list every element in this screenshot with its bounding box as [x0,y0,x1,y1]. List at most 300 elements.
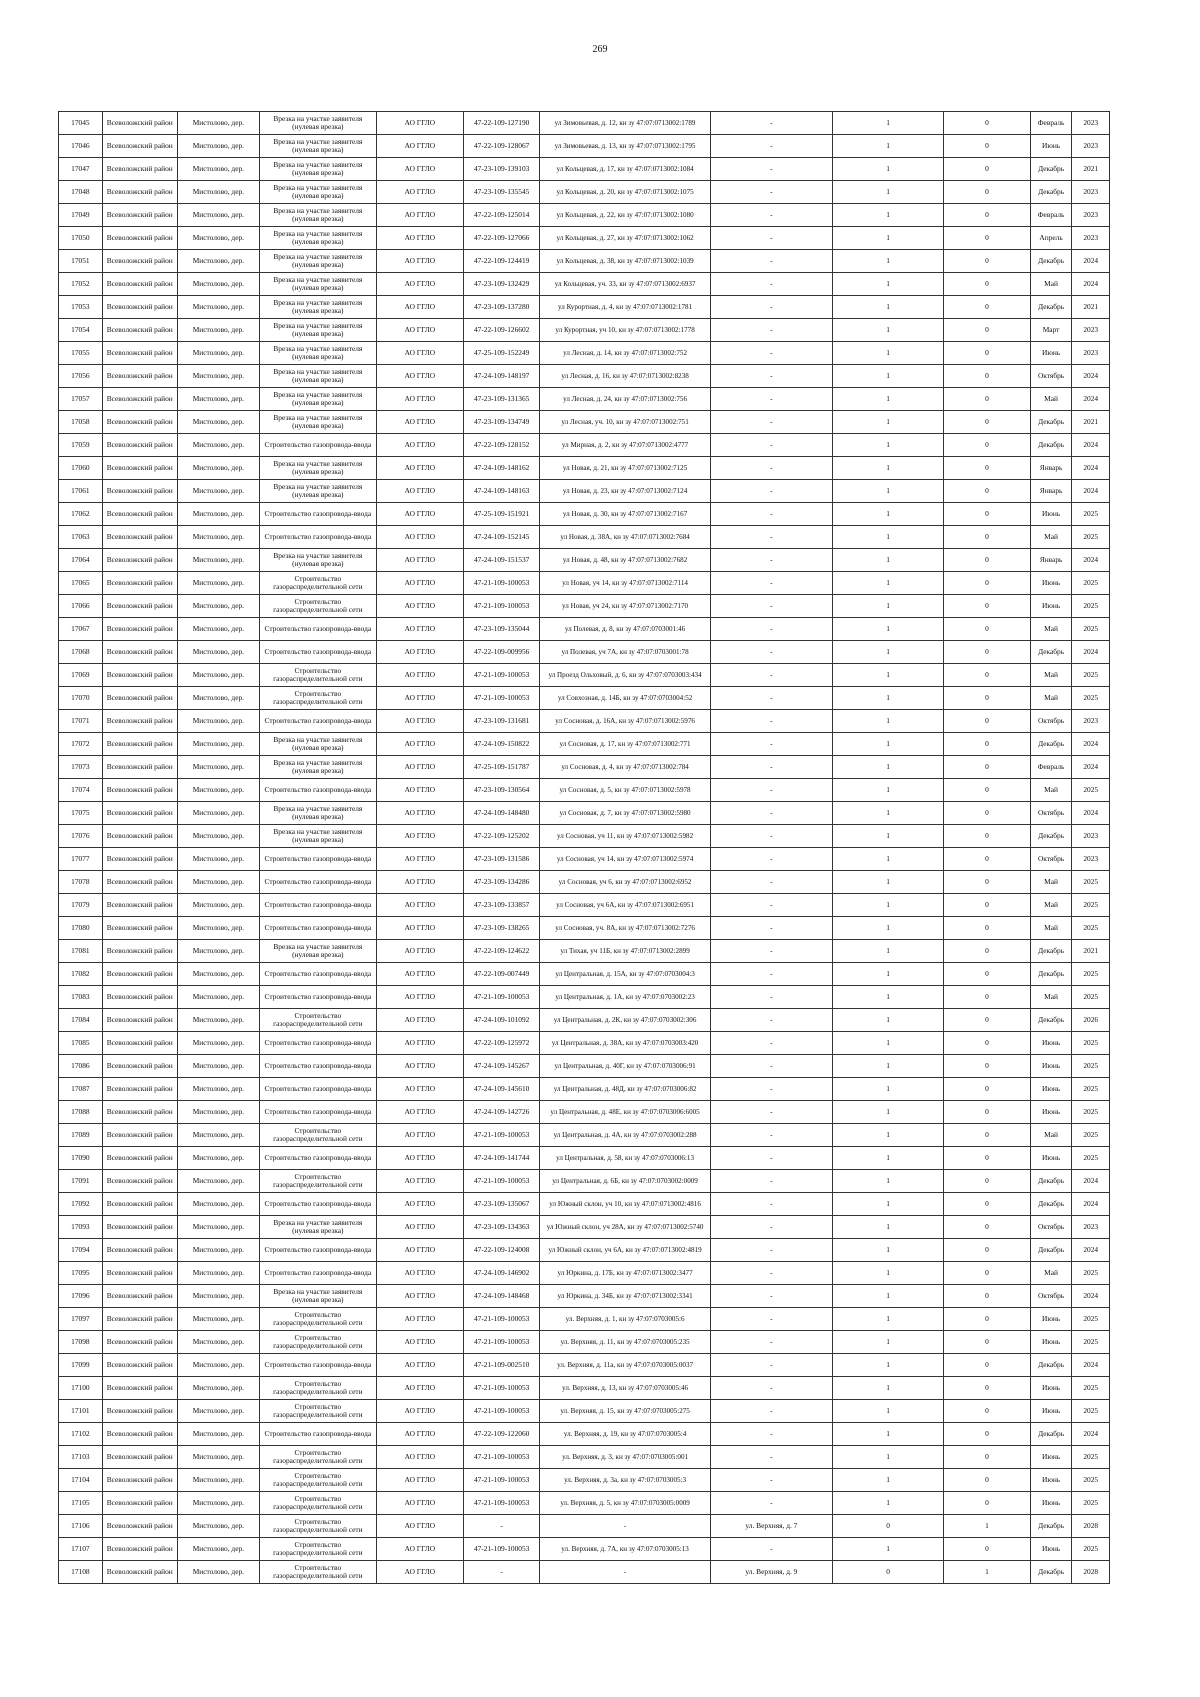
planned-address-cell: - [710,158,832,181]
address-cadastral-cell: ул Новая, уч 24, кн зу 47:07:0713002:7170 [540,595,711,618]
settlement-cell: Мистолово, дер. [177,434,259,457]
planned-address-cell: - [710,1331,832,1354]
address-cadastral-cell: ул Сосновая, д. 17, кн зу 47:07:0713002:771 [540,733,711,756]
table-row [59,963,1110,986]
month-cell: Декабрь [1030,411,1072,434]
work-type-cell: Строительство газопровода-ввода [260,894,377,917]
settlement-cell: Мистолово, дер. [177,503,259,526]
settlement-cell: Мистолово, дер. [177,526,259,549]
count-planned-cell: 0 [944,1170,1030,1193]
district-cell: Всеволожский район [102,687,177,710]
count-planned-cell: 0 [944,1078,1030,1101]
month-cell: Май [1030,664,1072,687]
work-type-cell: Врезка на участке заявителя (нулевая врезка) [260,227,377,250]
count-planned-cell: 0 [944,1400,1030,1423]
operator-cell: АО ГГЛО [376,1331,463,1354]
count-planned-cell: 0 [944,135,1030,158]
application-number-cell: 47-21-109-100053 [464,1469,540,1492]
year-cell: 2024 [1072,480,1110,503]
work-type-cell: Врезка на участке заявителя (нулевая врезка) [260,181,377,204]
planned-address-cell: - [710,1124,832,1147]
month-cell: Июнь [1030,1446,1072,1469]
planned-address-cell: - [710,434,832,457]
year-cell: 2025 [1072,1101,1110,1124]
table-row [59,756,1110,779]
settlement-cell: Мистолово, дер. [177,1124,259,1147]
operator-cell: АО ГГЛО [376,296,463,319]
district-cell: Всеволожский район [102,1170,177,1193]
count-connected-cell: 1 [832,1032,943,1055]
table-row [59,503,1110,526]
work-type-cell: Врезка на участке заявителя (нулевая врезка) [260,250,377,273]
address-cadastral-cell: - [540,1515,711,1538]
table-row [59,1009,1110,1032]
count-planned-cell: 0 [944,250,1030,273]
table-row [59,549,1110,572]
record-id-cell: 17102 [59,1423,103,1446]
count-planned-cell: 0 [944,1538,1030,1561]
table-row [59,779,1110,802]
record-id-cell: 17085 [59,1032,103,1055]
table-row [59,135,1110,158]
count-connected-cell: 1 [832,1492,943,1515]
district-cell: Всеволожский район [102,871,177,894]
table-row [59,848,1110,871]
table-row [59,710,1110,733]
operator-cell: АО ГГЛО [376,664,463,687]
district-cell: Всеволожский район [102,1239,177,1262]
address-cadastral-cell: ул Центральная, д. 48Д, кн зу 47:07:0703006:82 [540,1078,711,1101]
month-cell: Декабрь [1030,1515,1072,1538]
work-type-cell: Строительство газопровода-ввода [260,526,377,549]
settlement-cell: Мистолово, дер. [177,641,259,664]
record-id-cell: 17107 [59,1538,103,1561]
district-cell: Всеволожский район [102,1101,177,1124]
count-planned-cell: 0 [944,388,1030,411]
count-connected-cell: 1 [832,503,943,526]
month-cell: Март [1030,319,1072,342]
work-type-cell: Строительство газопровода-ввода [260,779,377,802]
district-cell: Всеволожский район [102,250,177,273]
work-type-cell: Врезка на участке заявителя (нулевая врезка) [260,940,377,963]
settlement-cell: Мистолово, дер. [177,457,259,480]
table-row [59,595,1110,618]
year-cell: 2025 [1072,1400,1110,1423]
record-id-cell: 17046 [59,135,103,158]
application-number-cell: 47-22-109-122060 [464,1423,540,1446]
table-row [59,986,1110,1009]
year-cell: 2024 [1072,1423,1110,1446]
application-number-cell: 47-21-109-100053 [464,1538,540,1561]
application-number-cell: 47-22-109-125014 [464,204,540,227]
application-number-cell: - [464,1561,540,1584]
operator-cell: АО ГГЛО [376,365,463,388]
settlement-cell: Мистолово, дер. [177,250,259,273]
planned-address-cell: - [710,296,832,319]
count-planned-cell: 0 [944,779,1030,802]
year-cell: 2025 [1072,1377,1110,1400]
address-cadastral-cell: ул Кольцевая, д. 17, кн зу 47:07:0713002:1084 [540,158,711,181]
operator-cell: АО ГГЛО [376,687,463,710]
planned-address-cell: - [710,618,832,641]
count-planned-cell: 0 [944,342,1030,365]
district-cell: Всеволожский район [102,1009,177,1032]
planned-address-cell: - [710,1492,832,1515]
count-planned-cell: 0 [944,480,1030,503]
operator-cell: АО ГГЛО [376,595,463,618]
operator-cell: АО ГГЛО [376,963,463,986]
address-cadastral-cell: ул Центральная, д. 6Б, кн зу 47:07:0703002:0009 [540,1170,711,1193]
operator-cell: АО ГГЛО [376,1193,463,1216]
count-connected-cell: 1 [832,1446,943,1469]
application-number-cell: 47-22-109-125202 [464,825,540,848]
count-connected-cell: 1 [832,411,943,434]
count-connected-cell: 1 [832,1101,943,1124]
count-planned-cell: 0 [944,273,1030,296]
work-type-cell: Врезка на участке заявителя (нулевая врезка) [260,733,377,756]
month-cell: Декабрь [1030,1423,1072,1446]
operator-cell: АО ГГЛО [376,710,463,733]
work-type-cell: Строительство газопровода-ввода [260,1193,377,1216]
count-connected-cell: 1 [832,204,943,227]
table-row [59,917,1110,940]
record-id-cell: 17050 [59,227,103,250]
district-cell: Всеволожский район [102,1354,177,1377]
settlement-cell: Мистолово, дер. [177,135,259,158]
count-connected-cell: 1 [832,848,943,871]
district-cell: Всеволожский район [102,779,177,802]
month-cell: Июнь [1030,1032,1072,1055]
operator-cell: АО ГГЛО [376,1216,463,1239]
application-number-cell: 47-22-109-127190 [464,112,540,135]
planned-address-cell: - [710,181,832,204]
month-cell: Июнь [1030,1538,1072,1561]
application-number-cell: 47-21-109-100053 [464,1400,540,1423]
application-number-cell: 47-24-109-145610 [464,1078,540,1101]
count-planned-cell: 0 [944,1216,1030,1239]
address-cadastral-cell: ул Кольцевая, уч. 33, кн зу 47:07:0713002:6937 [540,273,711,296]
work-type-cell: Строительство газопровода-ввода [260,963,377,986]
address-cadastral-cell: ул Сосновая, уч. 8А, кн зу 47:07:0713002:7276 [540,917,711,940]
address-cadastral-cell: ул. Верхняя, д. 3, кн зу 47:07:0703005:001 [540,1446,711,1469]
count-connected-cell: 1 [832,388,943,411]
year-cell: 2024 [1072,641,1110,664]
application-number-cell: 47-24-109-146902 [464,1262,540,1285]
operator-cell: АО ГГЛО [376,1515,463,1538]
count-connected-cell: 1 [832,710,943,733]
year-cell: 2024 [1072,434,1110,457]
address-cadastral-cell: ул Центральная, д. 1А, кн зу 47:07:0703002:23 [540,986,711,1009]
settlement-cell: Мистолово, дер. [177,618,259,641]
application-number-cell: 47-23-109-137280 [464,296,540,319]
work-type-cell: Врезка на участке заявителя (нулевая врезка) [260,112,377,135]
month-cell: Июнь [1030,1055,1072,1078]
count-planned-cell: 0 [944,1055,1030,1078]
record-id-cell: 17049 [59,204,103,227]
count-connected-cell: 1 [832,1400,943,1423]
work-type-cell: Строительство газопровода-ввода [260,618,377,641]
settlement-cell: Мистолово, дер. [177,273,259,296]
year-cell: 2023 [1072,342,1110,365]
district-cell: Всеволожский район [102,733,177,756]
table-row [59,158,1110,181]
count-planned-cell: 0 [944,733,1030,756]
record-id-cell: 17059 [59,434,103,457]
settlement-cell: Мистолово, дер. [177,1285,259,1308]
planned-address-cell: - [710,411,832,434]
planned-address-cell: - [710,1078,832,1101]
operator-cell: АО ГГЛО [376,802,463,825]
year-cell: 2021 [1072,411,1110,434]
work-type-cell: Строительство газораспределительной сети [260,1538,377,1561]
district-cell: Всеволожский район [102,1078,177,1101]
district-cell: Всеволожский район [102,1032,177,1055]
year-cell: 2025 [1072,986,1110,1009]
application-number-cell: 47-21-109-100053 [464,1446,540,1469]
month-cell: Декабрь [1030,825,1072,848]
year-cell: 2023 [1072,1216,1110,1239]
month-cell: Июнь [1030,1331,1072,1354]
settlement-cell: Мистолово, дер. [177,411,259,434]
settlement-cell: Мистолово, дер. [177,894,259,917]
count-connected-cell: 1 [832,1055,943,1078]
district-cell: Всеволожский район [102,1193,177,1216]
settlement-cell: Мистолово, дер. [177,1147,259,1170]
district-cell: Всеволожский район [102,526,177,549]
application-number-cell: 47-23-109-135044 [464,618,540,641]
count-planned-cell: 0 [944,1423,1030,1446]
month-cell: Июнь [1030,503,1072,526]
record-id-cell: 17091 [59,1170,103,1193]
month-cell: Январь [1030,549,1072,572]
district-cell: Всеволожский район [102,618,177,641]
district-cell: Всеволожский район [102,595,177,618]
district-cell: Всеволожский район [102,112,177,135]
record-id-cell: 17089 [59,1124,103,1147]
work-type-cell: Врезка на участке заявителя (нулевая врезка) [260,204,377,227]
application-number-cell: 47-24-109-150822 [464,733,540,756]
year-cell: 2024 [1072,1239,1110,1262]
application-number-cell: 47-21-109-100053 [464,1377,540,1400]
record-id-cell: 17047 [59,158,103,181]
operator-cell: АО ГГЛО [376,526,463,549]
registry-table [58,111,1110,1584]
operator-cell: АО ГГЛО [376,825,463,848]
count-connected-cell: 1 [832,135,943,158]
record-id-cell: 17048 [59,181,103,204]
year-cell: 2024 [1072,549,1110,572]
operator-cell: АО ГГЛО [376,848,463,871]
count-planned-cell: 0 [944,526,1030,549]
count-planned-cell: 0 [944,572,1030,595]
settlement-cell: Мистолово, дер. [177,1101,259,1124]
count-connected-cell: 1 [832,457,943,480]
month-cell: Декабрь [1030,1561,1072,1584]
operator-cell: АО ГГЛО [376,733,463,756]
count-connected-cell: 1 [832,181,943,204]
year-cell: 2024 [1072,457,1110,480]
district-cell: Всеволожский район [102,664,177,687]
planned-address-cell: - [710,1285,832,1308]
address-cadastral-cell: ул. Верхняя, д. 11, кн зу 47:07:0703005:235 [540,1331,711,1354]
table-body [59,112,1110,1584]
district-cell: Всеволожский район [102,1308,177,1331]
month-cell: Октябрь [1030,802,1072,825]
settlement-cell: Мистолово, дер. [177,112,259,135]
operator-cell: АО ГГЛО [376,342,463,365]
record-id-cell: 17080 [59,917,103,940]
application-number-cell: 47-24-109-148480 [464,802,540,825]
district-cell: Всеволожский район [102,917,177,940]
year-cell: 2028 [1072,1561,1110,1584]
record-id-cell: 17067 [59,618,103,641]
record-id-cell: 17099 [59,1354,103,1377]
application-number-cell: 47-21-109-002510 [464,1354,540,1377]
count-connected-cell: 1 [832,940,943,963]
settlement-cell: Мистолово, дер. [177,1354,259,1377]
month-cell: Май [1030,871,1072,894]
year-cell: 2025 [1072,1331,1110,1354]
address-cadastral-cell: ул. Верхняя, д. 19, кн зу 47:07:0703005:4 [540,1423,711,1446]
address-cadastral-cell: ул. Верхняя, д. 1, кн зу 47:07:0703005:6 [540,1308,711,1331]
work-type-cell: Строительство газопровода-ввода [260,1354,377,1377]
count-connected-cell: 1 [832,779,943,802]
table-row [59,894,1110,917]
count-planned-cell: 0 [944,848,1030,871]
settlement-cell: Мистолово, дер. [177,779,259,802]
count-planned-cell: 0 [944,595,1030,618]
month-cell: Декабрь [1030,733,1072,756]
year-cell: 2023 [1072,181,1110,204]
address-cadastral-cell: ул Центральная, д. 40Г, кн зу 47:07:0703006:91 [540,1055,711,1078]
table-row [59,1492,1110,1515]
count-planned-cell: 0 [944,1032,1030,1055]
table-row [59,1216,1110,1239]
planned-address-cell: - [710,112,832,135]
application-number-cell: 47-22-109-128067 [464,135,540,158]
table-row [59,733,1110,756]
operator-cell: АО ГГЛО [376,1009,463,1032]
record-id-cell: 17061 [59,480,103,503]
operator-cell: АО ГГЛО [376,1147,463,1170]
planned-address-cell: - [710,250,832,273]
address-cadastral-cell: ул Полевая, д. 8, кн зу 47:07:0703001:46 [540,618,711,641]
planned-address-cell: - [710,1538,832,1561]
application-number-cell: 47-22-109-009956 [464,641,540,664]
record-id-cell: 17083 [59,986,103,1009]
planned-address-cell: - [710,1009,832,1032]
settlement-cell: Мистолово, дер. [177,825,259,848]
application-number-cell: 47-23-109-138265 [464,917,540,940]
planned-address-cell: ул. Верхняя, д. 7 [710,1515,832,1538]
count-connected-cell: 1 [832,434,943,457]
table-row [59,1538,1110,1561]
application-number-cell: 47-21-109-100053 [464,1308,540,1331]
address-cadastral-cell: ул Кольцевая, д. 20, кн зу 47:07:0713002:1075 [540,181,711,204]
application-number-cell: 47-21-109-100053 [464,687,540,710]
planned-address-cell: - [710,342,832,365]
operator-cell: АО ГГЛО [376,1055,463,1078]
district-cell: Всеволожский район [102,1446,177,1469]
work-type-cell: Строительство газораспределительной сети [260,1124,377,1147]
application-number-cell: 47-25-109-151921 [464,503,540,526]
address-cadastral-cell: ул. Верхняя, д. 5, кн зу 47:07:0703005:0009 [540,1492,711,1515]
application-number-cell: - [464,1515,540,1538]
settlement-cell: Мистолово, дер. [177,388,259,411]
record-id-cell: 17057 [59,388,103,411]
year-cell: 2024 [1072,756,1110,779]
count-planned-cell: 0 [944,1354,1030,1377]
count-planned-cell: 0 [944,963,1030,986]
district-cell: Всеволожский район [102,963,177,986]
planned-address-cell: - [710,1193,832,1216]
settlement-cell: Мистолово, дер. [177,1561,259,1584]
table-row [59,1469,1110,1492]
settlement-cell: Мистолово, дер. [177,1469,259,1492]
operator-cell: АО ГГЛО [376,158,463,181]
year-cell: 2025 [1072,687,1110,710]
operator-cell: АО ГГЛО [376,1400,463,1423]
operator-cell: АО ГГЛО [376,411,463,434]
year-cell: 2021 [1072,158,1110,181]
operator-cell: АО ГГЛО [376,1469,463,1492]
work-type-cell: Врезка на участке заявителя (нулевая врезка) [260,411,377,434]
district-cell: Всеволожский район [102,1515,177,1538]
year-cell: 2025 [1072,1032,1110,1055]
address-cadastral-cell: ул Курортная, уч 10, кн зу 47:07:0713002:1778 [540,319,711,342]
district-cell: Всеволожский район [102,1492,177,1515]
year-cell: 2025 [1072,618,1110,641]
table-row [59,1377,1110,1400]
table-row [59,1055,1110,1078]
work-type-cell: Строительство газораспределительной сети [260,1400,377,1423]
year-cell: 2025 [1072,1446,1110,1469]
record-id-cell: 17096 [59,1285,103,1308]
settlement-cell: Мистолово, дер. [177,1216,259,1239]
application-number-cell: 47-24-109-101092 [464,1009,540,1032]
work-type-cell: Врезка на участке заявителя (нулевая врезка) [260,1216,377,1239]
count-connected-cell: 1 [832,112,943,135]
planned-address-cell: - [710,848,832,871]
table-row [59,1239,1110,1262]
operator-cell: АО ГГЛО [376,572,463,595]
address-cadastral-cell: ул Сосновая, д. 7, кн зу 47:07:0713002:5980 [540,802,711,825]
record-id-cell: 17092 [59,1193,103,1216]
count-planned-cell: 0 [944,1469,1030,1492]
application-number-cell: 47-24-109-151537 [464,549,540,572]
address-cadastral-cell: ул Центральная, д. 48Е, кн зу 47:07:0703006:6005 [540,1101,711,1124]
address-cadastral-cell: ул Центральная, д. 38А, кн зу 47:07:0703003:420 [540,1032,711,1055]
count-planned-cell: 0 [944,1492,1030,1515]
count-connected-cell: 1 [832,319,943,342]
month-cell: Октябрь [1030,365,1072,388]
address-cadastral-cell: ул Лесная, д. 16, кн зу 47:07:0713002:8238 [540,365,711,388]
work-type-cell: Строительство газораспределительной сети [260,1492,377,1515]
count-planned-cell: 0 [944,1101,1030,1124]
operator-cell: АО ГГЛО [376,1492,463,1515]
record-id-cell: 17084 [59,1009,103,1032]
year-cell: 2024 [1072,1354,1110,1377]
settlement-cell: Мистолово, дер. [177,1331,259,1354]
count-connected-cell: 1 [832,1354,943,1377]
count-planned-cell: 0 [944,687,1030,710]
month-cell: Декабрь [1030,1170,1072,1193]
address-cadastral-cell: ул Сосновая, уч 11, кн зу 47:07:0713002:5982 [540,825,711,848]
count-planned-cell: 0 [944,1377,1030,1400]
count-connected-cell: 1 [832,1331,943,1354]
count-planned-cell: 0 [944,319,1030,342]
table-row [59,342,1110,365]
